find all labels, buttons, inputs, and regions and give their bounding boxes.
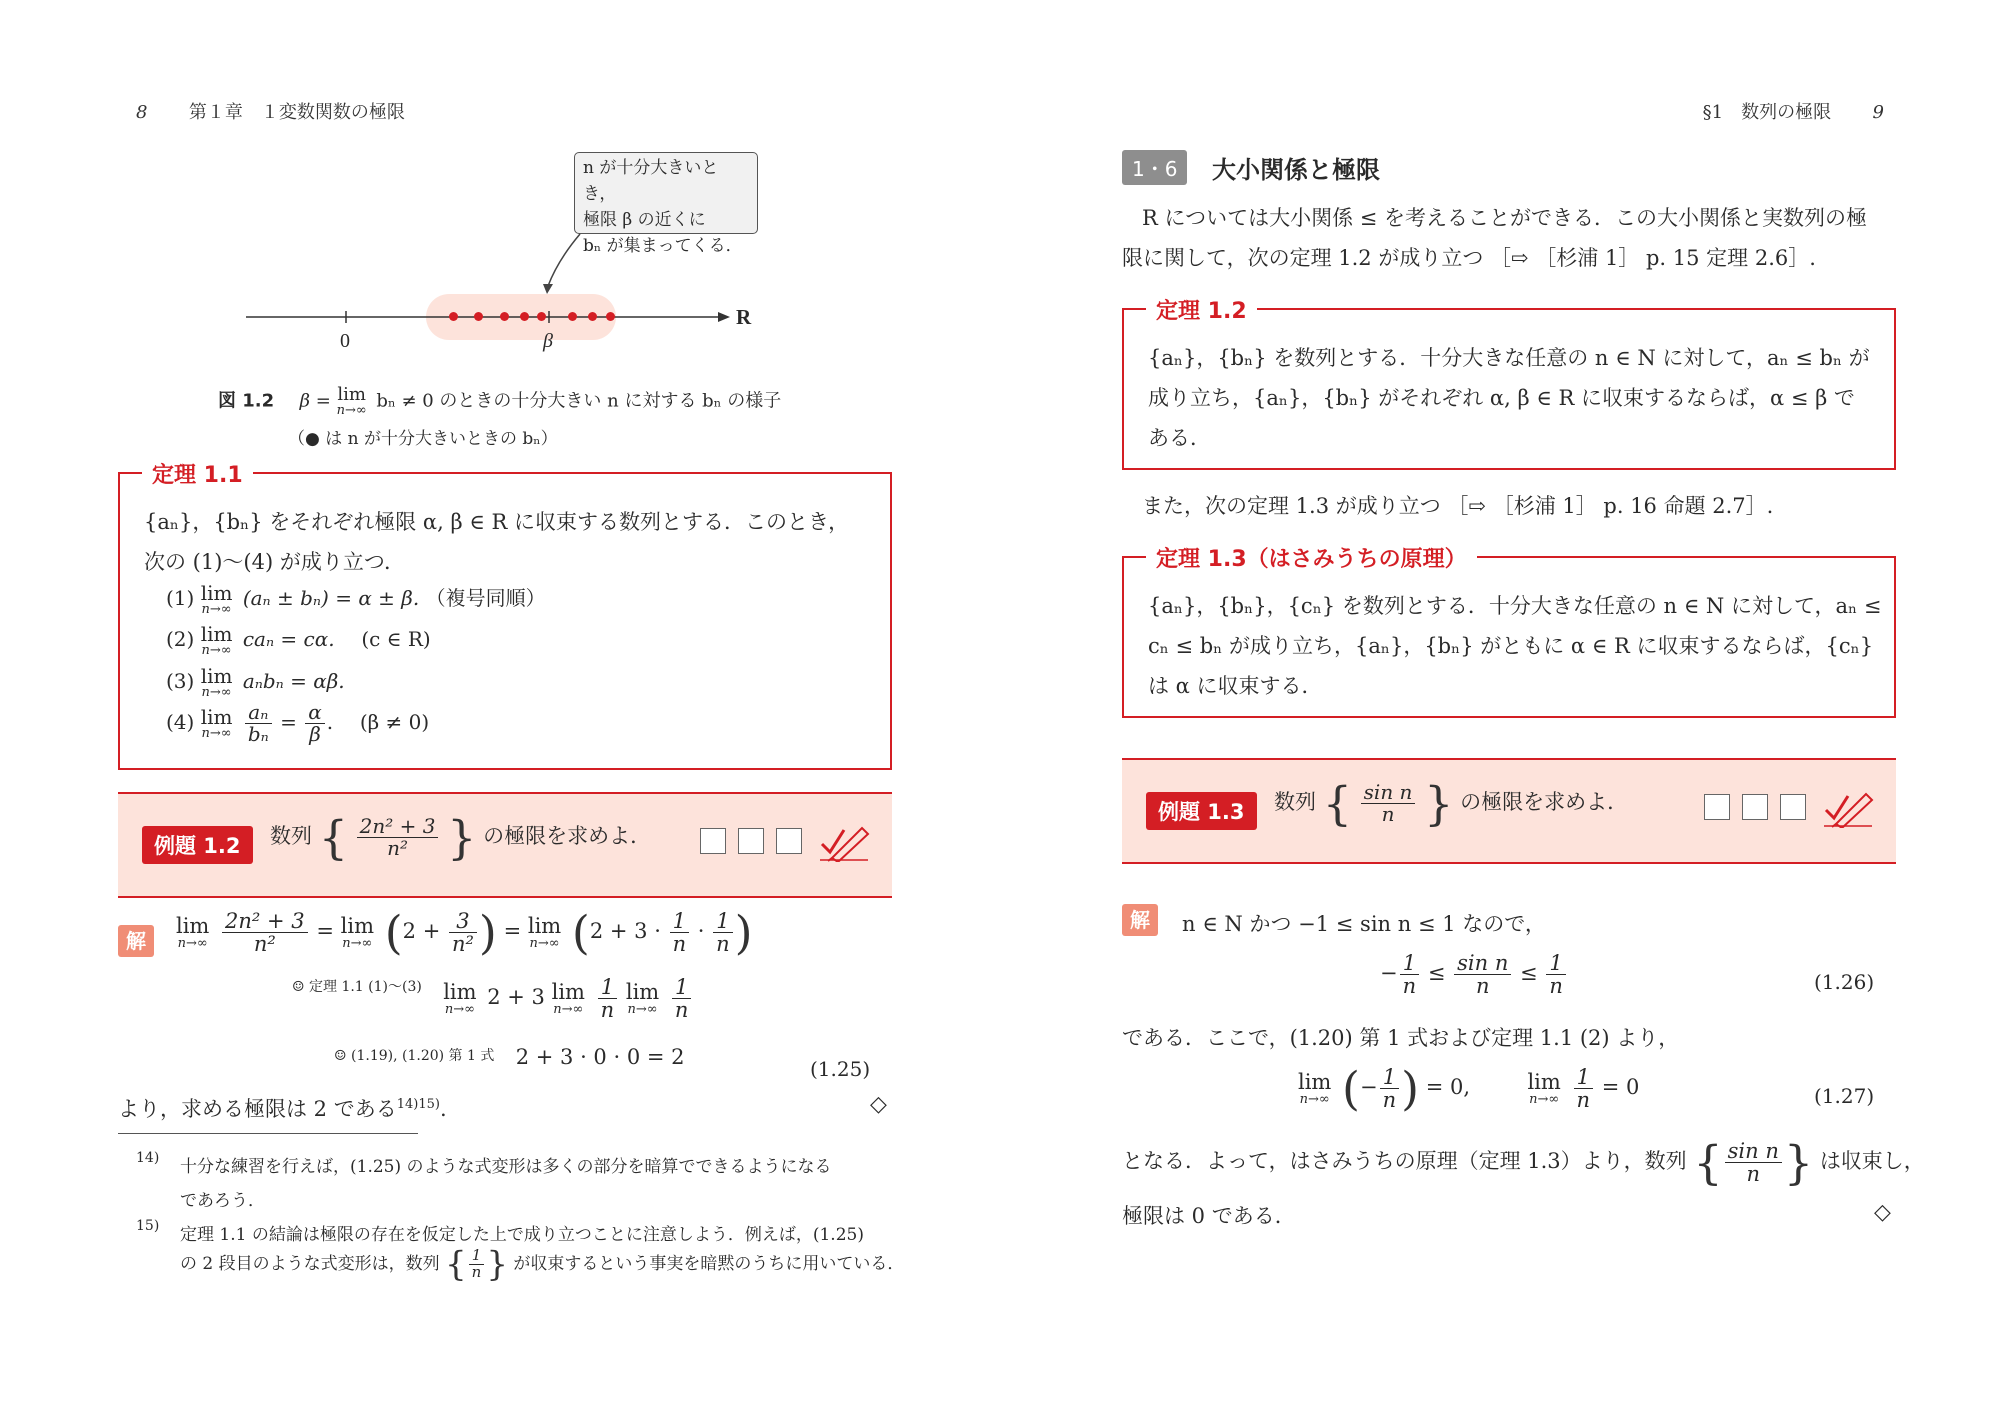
section-badge: 1・6 [1122,150,1187,185]
callout-arrow [548,234,580,286]
lim-word: lim [200,705,233,729]
solution-line-1: n ∈ N かつ −1 ≤ sin n ≤ 1 なので， [1182,912,1546,936]
frac-den: n [1576,1088,1591,1113]
lim-sub: n→∞ [201,685,232,700]
between-text: また，次の定理 1.3 が成り立つ ［⇨ ［杉浦 1］ p. 16 命題 2.7］. [1142,494,1774,518]
right-page [1000,0,2000,1419]
lim-sub: n→∞ [336,403,367,418]
fraction [222,910,308,955]
lim-word: lim [1527,1069,1561,1094]
problem-text-a: 数列 [270,824,312,848]
lim-operator [443,979,477,1017]
lim-sub: n→∞ [1529,1091,1560,1107]
axis-label-R: R [736,305,752,329]
axis-label-zero: 0 [340,330,350,352]
frac-den: n [1402,974,1417,999]
lim-word: lim [551,979,585,1004]
smile-note-icon: ☺ (1.19), (1.20) 第 1 式 [334,1048,495,1064]
lim-sub: n→∞ [1299,1091,1330,1107]
fraction [449,910,477,955]
frac-num: 2n² + 3 [357,816,439,838]
lim-sub: n→∞ [342,935,373,951]
solution-row-3 [334,1045,684,1069]
solution-badge: 解 [118,925,154,957]
frac-den: n [1475,974,1490,999]
example-1-2-problem [270,810,652,865]
chapter-title: 第１章 １変数関数の極限 [188,102,405,123]
pencil-check-icon [818,822,870,862]
theorem-1-1-title: 定理 1.1 [142,458,253,489]
lim-word: lim [200,664,233,688]
fraction: $\frac{\text{aₙ}}{\text{bₙ}}$ [245,702,272,745]
frac-num: 2n² + 3 [222,910,308,933]
footnote-ref[interactable]: 14)15) [396,1097,440,1112]
lim-operator [527,913,562,951]
problem-text-b: の極限を求めよ． [1460,790,1629,814]
lim-sub: n→∞ [553,1001,584,1017]
item-note: (β ≠ 0) [359,710,430,734]
lim-word: lim [527,913,562,938]
conclusion-end: . [439,1097,447,1121]
line3-text-b: は収束し， [1819,1149,1925,1174]
equation-number-1-25: (1.25) [810,1057,871,1081]
theorem-1-2-line2: 成り立ち，{aₙ}，{bₙ} がそれぞれ α, β ∈ R に収束するならば，α ≤ β で [1148,386,1855,410]
number-line-arrowhead [718,312,730,322]
fn15-text-a: の 2 段目のような式変形は，数列 [180,1253,440,1274]
frac-num: 1 [1400,952,1420,975]
lim-word: lim [1298,1069,1332,1094]
lim-operator [201,707,233,740]
item-expr: aₙbₙ = αβ. [242,669,345,693]
solution-line-2: である．ここで，(1.20) 第 1 式および定理 1.1 (2) より， [1122,1026,1680,1050]
frac-num: sin n [1361,782,1416,804]
item-label: (3) [166,669,195,693]
lim-operator [201,624,233,657]
left-brace: { [1322,776,1352,831]
example-1-2-badge: 例題 1.2 [142,826,253,864]
example-1-3-box [1122,758,1896,864]
lim-word: lim [200,581,233,605]
lim-operator [1527,1069,1561,1107]
solution-row-2: ☺ 定理 1.1 (1)〜(3) lim n→∞ 2 + 3 lim n→∞ $\frac{1}{n}$ lim n→∞ $\frac{1}{n}$ [292,976,693,1021]
lim-operator [625,979,660,1017]
equation-1-26: − $\frac{1}{n}$ ≤ $\frac{\text{sin n}}{n}$ ≤ $\frac{1}{n}$ [1380,952,1568,997]
problem-fraction [1361,782,1416,825]
item-note: （複号同順） [425,586,546,610]
callout-line: 極限 β の近くに [583,210,706,230]
check-box-3[interactable] [1780,794,1806,820]
smile-note-icon: ☺ 定理 1.1 (1)〜(3) [292,979,422,995]
frac-num: 3 [449,910,477,933]
lim-operator [340,913,375,951]
axis-label-beta: β [543,330,553,352]
footnote-15-mark: 15) [136,1218,160,1234]
equation-1-27: lim n→∞ (− $\frac{1}{n}$ ) = 0, lim n→∞ $\frac{1}{n}$ = 0 [1298,1061,1640,1116]
line3-text-a: となる．よって，はさみうちの原理（定理 1.3）より，数列 [1122,1149,1687,1174]
sequence-point [474,312,483,321]
section-head: §1 数列の極限 [1702,102,1832,123]
problem-text-b: の極限を求めよ． [483,824,652,848]
footnote-14-line2: であろう． [180,1191,265,1211]
frac-den: n² [387,836,409,860]
lim-sub: n→∞ [627,1001,658,1017]
solution-conclusion [118,1093,447,1123]
lim-word: lim [337,384,366,405]
item-note: (c ∈ R) [361,627,431,651]
section-title: 大小関係と極限 [1212,156,1380,184]
frac-den: n [1382,1088,1397,1113]
sequence-point [520,312,529,321]
callout-line: n が十分大きいとき， [583,158,719,204]
check-box-1[interactable] [700,828,726,854]
solution-line-4: 極限は 0 である． [1122,1204,1296,1228]
conclusion-text: より，求める極限は 2 である [118,1097,397,1121]
callout-arrowhead [543,284,553,294]
frac-den: n [1549,974,1563,999]
lim-sub: n→∞ [201,643,232,658]
theorem-1-1-item4: (4) lim n→∞ $\frac{\text{aₙ}}{\text{bₙ}}$ = $\frac{\alpha}{\beta}$ . (β ≠ 0) [166,700,430,746]
right-brace: } [1424,776,1454,831]
sequence-point [588,312,597,321]
theorem-1-2-box [1122,299,1896,470]
right-brace: } [447,810,477,865]
eq27-part-a: = 0, [1425,1075,1471,1100]
figure-caption-line2: （● は n が十分大きいときの bₙ） [288,429,558,449]
frac-den: n² [451,932,474,957]
diamond-end-icon: ◇ [1874,1200,1891,1225]
theorem-1-2-line1: {aₙ}，{bₙ} を数列とする．十分大きな任意の n ∈ N に対して，aₙ ≤ bₙ が [1148,346,1870,370]
page-number: 8 [136,102,148,123]
footnote-14-line1: 十分な練習を行えば，(1.25) のような式変形は多くの部分を暗算でできるようになる [180,1157,832,1177]
eq27-part-b: = 0 [1601,1075,1640,1100]
lim-word: lim [200,622,233,646]
theorem-1-3-line2: cₙ ≤ bₙ が成り立ち，{aₙ}，{bₙ} がともに α ∈ R に収束するならば，{cₙ} [1148,634,1874,658]
frac-den: n [1746,1162,1760,1187]
theorem-1-1-line2: 次の (1)〜(4) が成り立つ． [144,550,406,574]
lim-operator [201,583,233,616]
item-expr: caₙ = cα. [242,627,335,651]
right-running-head [1703,98,1884,124]
caption-text-b: bₙ ≠ 0 のときの十分大きい n に対する bₙ の様子 [376,390,782,412]
frac-num: 1 [1546,952,1566,975]
problem-fraction [357,816,439,859]
theorem-1-1-item1 [166,582,546,616]
frac-num: 1 [469,1248,485,1265]
item-expr: (aₙ ± bₙ) = α ± β. [242,586,420,610]
lim-sub: n→∞ [177,935,208,951]
theorem-1-3-title: 定理 1.3（はさみうちの原理） [1146,542,1477,573]
theorem-1-1-box [118,463,892,770]
item-label: (2) [166,627,195,651]
caption-lim [337,386,367,417]
section-para-1: R については大小関係 ≤ を考えることができる．この大小関係と実数列の極 [1142,206,1868,230]
theorem-1-2-line3: ある． [1148,426,1211,450]
frac-num: sin n [1454,952,1511,975]
check-box-2[interactable] [1742,794,1768,820]
fraction [469,1248,485,1281]
section-para-2: 限に関して，次の定理 1.2 が成り立つ ［⇨ ［杉浦 1］ p. 15 定理 2.6］. [1122,246,1816,270]
fn15-text-b: が収束するという事実を暗黙のうちに用いている． [513,1253,905,1274]
frac-den: n [1381,802,1395,826]
solution-row-1: lim n→∞ $\frac{\text{2n² + 3}}{\text{n²}}$ = lim n→∞ (2 + $\frac{3}{\text{n²}}$ ) = lim n→∞ (2 + 3 · $\frac{1}{n}$ · $\frac{1}{n}$ ) [176,905,753,960]
lim-sub: n→∞ [201,726,232,741]
check-box-1[interactable] [1704,794,1730,820]
lim-operator [201,666,233,699]
footnote-15-line2: の 2 段目のような式変形は，数列 { $\frac{1}{n}$ } が収束するという事実を暗黙のうちに用いている． [180,1244,905,1285]
lim-word: lim [176,913,210,938]
theorem-1-1-line1: {aₙ}，{bₙ} をそれぞれ極限 α, β ∈ R に収束する数列とする．このとき， [144,510,850,534]
callout-line: bₙ が集まってくる． [583,236,743,256]
check-box-3[interactable] [776,828,802,854]
footnote-15-line1: 定理 1.1 の結論は極限の存在を仮定した上で成り立つことに注意しよう．例えば，(1.25) [180,1225,864,1245]
equation-number-1-26: (1.26) [1814,970,1875,994]
diamond-end-icon: ◇ [870,1092,887,1117]
theorem-1-3-line1: {aₙ}，{bₙ}，{cₙ} を数列とする．十分大きな任意の n ∈ N に対して，aₙ ≤ [1148,594,1882,618]
lim-word: lim [443,979,477,1004]
theorem-1-1-item3 [166,666,345,699]
lim-word: lim [340,913,375,938]
frac-num: sin n [1725,1140,1782,1163]
page-number: 9 [1872,102,1884,123]
frac-den: n [471,1262,482,1281]
lim-word: lim [625,979,660,1004]
example-1-3-problem [1274,776,1629,831]
footnote-rule [118,1133,418,1134]
pencil-check-icon [1822,788,1874,828]
example-1-2-box [118,792,892,898]
figure-callout [574,152,758,256]
theorem-1-2-title: 定理 1.2 [1146,294,1257,325]
frac-num: 1 [1380,1066,1400,1089]
left-brace: { [318,810,348,865]
sequence-point [568,312,577,321]
left-running-head [136,98,405,124]
figure-axis-svg [240,230,760,360]
frac-den: n² [253,932,276,957]
sequence-point [606,312,615,321]
sequence-point [500,312,509,321]
solution-badge: 解 [1122,904,1158,936]
check-box-2[interactable] [738,828,764,854]
figure-caption [218,386,781,417]
solution-line-3: となる．よって，はさみうちの原理（定理 1.3）より，数列 { $\frac{\text{sin n}}{n}$ } は収束し， [1122,1135,1925,1190]
item-label: (1) [166,586,195,610]
sequence-point [449,312,458,321]
row2-expr: 2 + 3 [487,985,545,1010]
lim-sub: n→∞ [444,1001,475,1017]
lim-sub: n→∞ [529,935,560,951]
fraction: $\frac{\alpha}{\beta}$ [305,702,325,745]
caption-text-a: β = [299,390,331,412]
footnote-14-mark: 14) [136,1150,160,1166]
item-label: (4) [166,710,195,734]
lim-operator [551,979,585,1017]
problem-text-a: 数列 [1274,790,1316,814]
theorem-1-1-item2 [166,624,431,657]
example-1-3-badge: 例題 1.3 [1146,792,1257,830]
lim-operator [176,913,210,951]
equation-number-1-27: (1.27) [1814,1084,1875,1108]
sequence-point [537,312,546,321]
row3-expr: 2 + 3 · 0 · 0 = 2 [515,1045,685,1069]
theorem-1-3-line3: は α に収束する． [1148,674,1323,698]
theorem-1-3-box [1122,547,1896,718]
caption-label: 図 1.2 [218,390,275,412]
frac-num: 1 [1574,1066,1594,1089]
lim-sub: n→∞ [201,602,232,617]
lim-operator [1298,1069,1332,1107]
